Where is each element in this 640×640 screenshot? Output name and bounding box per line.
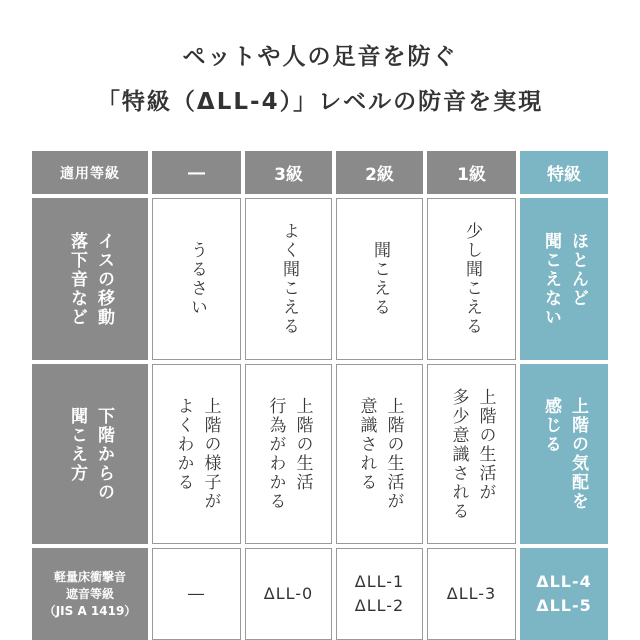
header-label-cell: 適用等級 xyxy=(32,151,148,194)
header-grade-special: 特級 xyxy=(520,151,608,194)
perception-cell-grade-2-text: 上階の生活が 意識される xyxy=(356,397,404,511)
perception-cell-grade-1-text: 上階の生活が 多少意識される xyxy=(448,387,496,521)
jis-cell-grade-special xyxy=(520,548,608,640)
header-grade-1: 1級 xyxy=(427,151,516,194)
jis-cell-grade-1-text: ΔLL-3 xyxy=(446,584,497,603)
page-title: ペットや人の足音を防ぐ xyxy=(182,44,458,70)
impact-cell-grade-2 xyxy=(336,198,423,360)
impact-cell-grade-2-text: 聞こえる xyxy=(370,241,390,317)
perception-cell-grade-3 xyxy=(245,364,332,544)
perception-cell-grade-2 xyxy=(336,364,423,544)
header-grade-none: ― xyxy=(152,151,241,194)
jis-cell-grade-3-text: ΔLL-0 xyxy=(263,584,314,603)
perception-cell-none xyxy=(152,364,241,544)
impact-cell-grade-1 xyxy=(427,198,516,360)
row-label-impact-sound-text: イスの移動 落下音など xyxy=(67,231,114,327)
perception-cell-grade-1 xyxy=(427,364,516,544)
impact-cell-grade-special xyxy=(520,198,608,360)
jis-cell-none-text: ― xyxy=(188,584,205,603)
jis-cell-grade-3 xyxy=(245,548,332,640)
perception-cell-none-text: 上階の様子が よくわかる xyxy=(173,397,221,511)
perception-cell-grade-special xyxy=(520,364,608,544)
jis-cell-grade-2 xyxy=(336,548,423,640)
jis-cell-grade-1 xyxy=(427,548,516,640)
row-label-impact-sound xyxy=(32,198,148,360)
impact-cell-grade-3-text: よく聞こえる xyxy=(279,222,299,336)
row-label-perception xyxy=(32,364,148,544)
row-label-jis-class xyxy=(32,548,148,640)
perception-cell-grade-3-text: 上階の生活 行為がわかる xyxy=(265,397,313,511)
impact-cell-grade-1-text: 少し聞こえる xyxy=(462,222,482,336)
row-label-jis-class-text: 軽量床衝撃音 遮音等級 （JIS A 1419） xyxy=(43,569,137,618)
jis-cell-grade-special-text: ΔLL-4 ΔLL-5 xyxy=(536,572,592,615)
jis-cell-grade-2-text: ΔLL-1 ΔLL-2 xyxy=(354,572,405,615)
impact-cell-none xyxy=(152,198,241,360)
impact-cell-none-text: うるさい xyxy=(187,241,207,317)
header-grade-3: 3級 xyxy=(245,151,332,194)
impact-cell-grade-special-text: ほとんど 聞こえない xyxy=(541,231,588,327)
row-label-perception-text: 下階からの 聞こえ方 xyxy=(67,406,114,502)
page-subtitle: 「特級（ΔLL-4）」レベルの防音を実現 xyxy=(96,89,544,115)
jis-cell-none xyxy=(152,548,241,640)
header-grade-2: 2級 xyxy=(336,151,423,194)
perception-cell-grade-special-text: 上階の気配を 感じる xyxy=(541,397,588,511)
impact-cell-grade-3 xyxy=(245,198,332,360)
